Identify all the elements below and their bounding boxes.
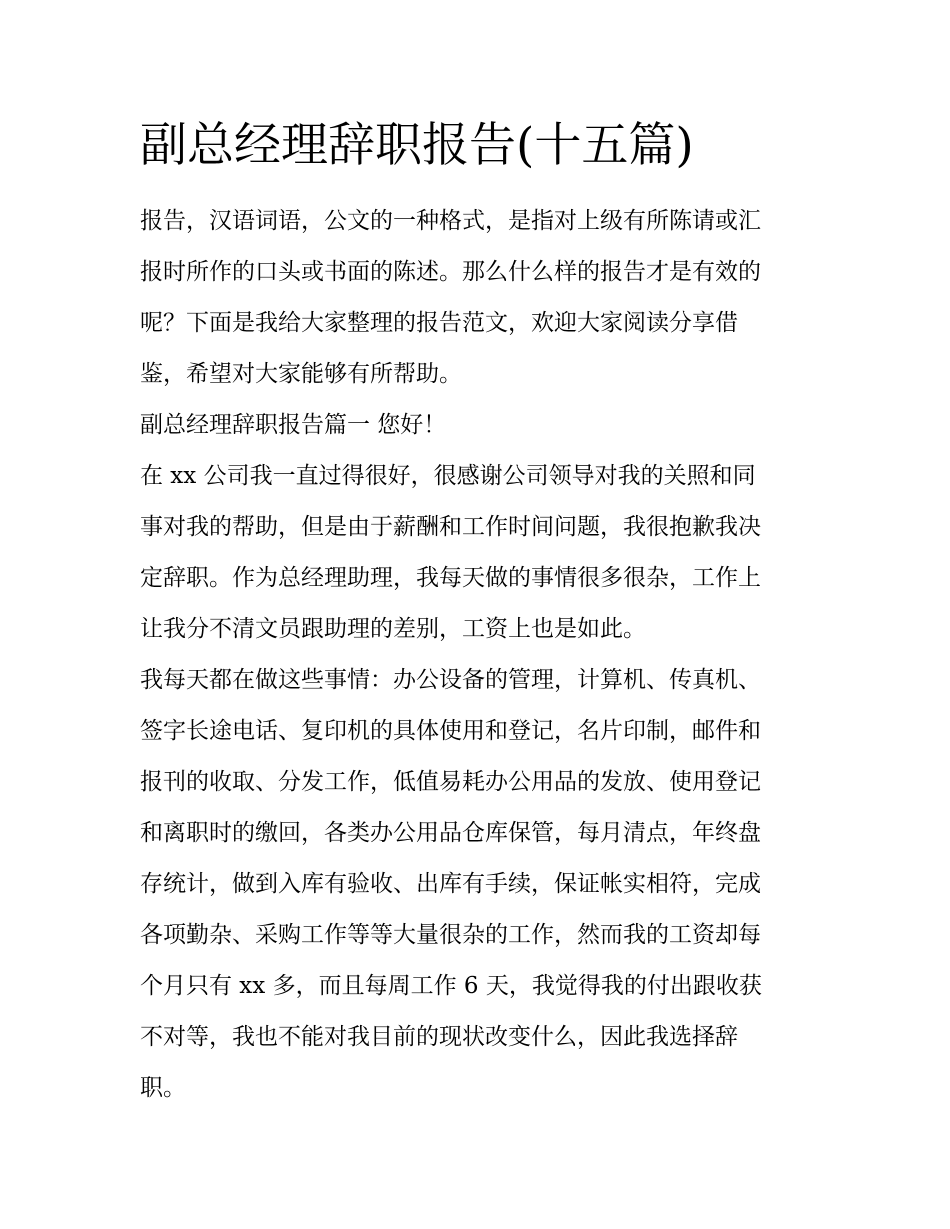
body-line: 各项勤杂、采购工作等等大量很杂的工作，然而我的工资却每 <box>140 922 761 948</box>
body-line: 存统计，做到入库有验收、出库有手续，保证帐实相符，完成 <box>140 871 761 897</box>
body-line: 报时所作的口头或书面的陈述。那么什么样的报告才是有效的 <box>140 259 761 285</box>
body-line: 定辞职。作为总经理助理，我每天做的事情很多很杂，工作上 <box>140 565 761 591</box>
document-body <box>140 196 814 1114</box>
body-line: 鉴，希望对大家能够有所帮助。 <box>140 361 462 387</box>
body-line: 呢？下面是我给大家整理的报告范文，欢迎大家阅读分享借 <box>140 310 738 336</box>
body-line: 让我分不清文员跟助理的差别，工资上也是如此。 <box>140 616 646 642</box>
body-line: 和离职时的缴回，各类办公用品仓库保管，每月清点，年终盘 <box>140 820 761 846</box>
body-line: 在 xx 公司我一直过得很好，很感谢公司领导对我的关照和同 <box>140 463 756 489</box>
section-heading: 副总经理辞职报告篇一 您好！ <box>140 412 447 438</box>
body-line: 报告，汉语词语，公文的一种格式，是指对上级有所陈请或汇 <box>140 208 761 234</box>
body-line: 事对我的帮助，但是由于薪酬和工作时间问题，我很抱歉我决 <box>140 514 761 540</box>
body-line: 个月只有 xx 多，而且每周工作 6 天，我觉得我的付出跟收获 <box>140 973 762 999</box>
body-line: 职。 <box>140 1075 186 1101</box>
body-line: 签字长途电话、复印机的具体使用和登记，名片印制，邮件和 <box>140 718 761 744</box>
body-line: 报刊的收取、分发工作，低值易耗办公用品的发放、使用登记 <box>140 769 761 795</box>
body-line: 不对等，我也不能对我目前的现状改变什么，因此我选择辞 <box>140 1024 738 1050</box>
body-line: 我每天都在做这些事情：办公设备的管理，计算机、传真机、 <box>140 667 761 693</box>
document-title: 副总经理辞职报告(十五篇) <box>140 118 694 173</box>
